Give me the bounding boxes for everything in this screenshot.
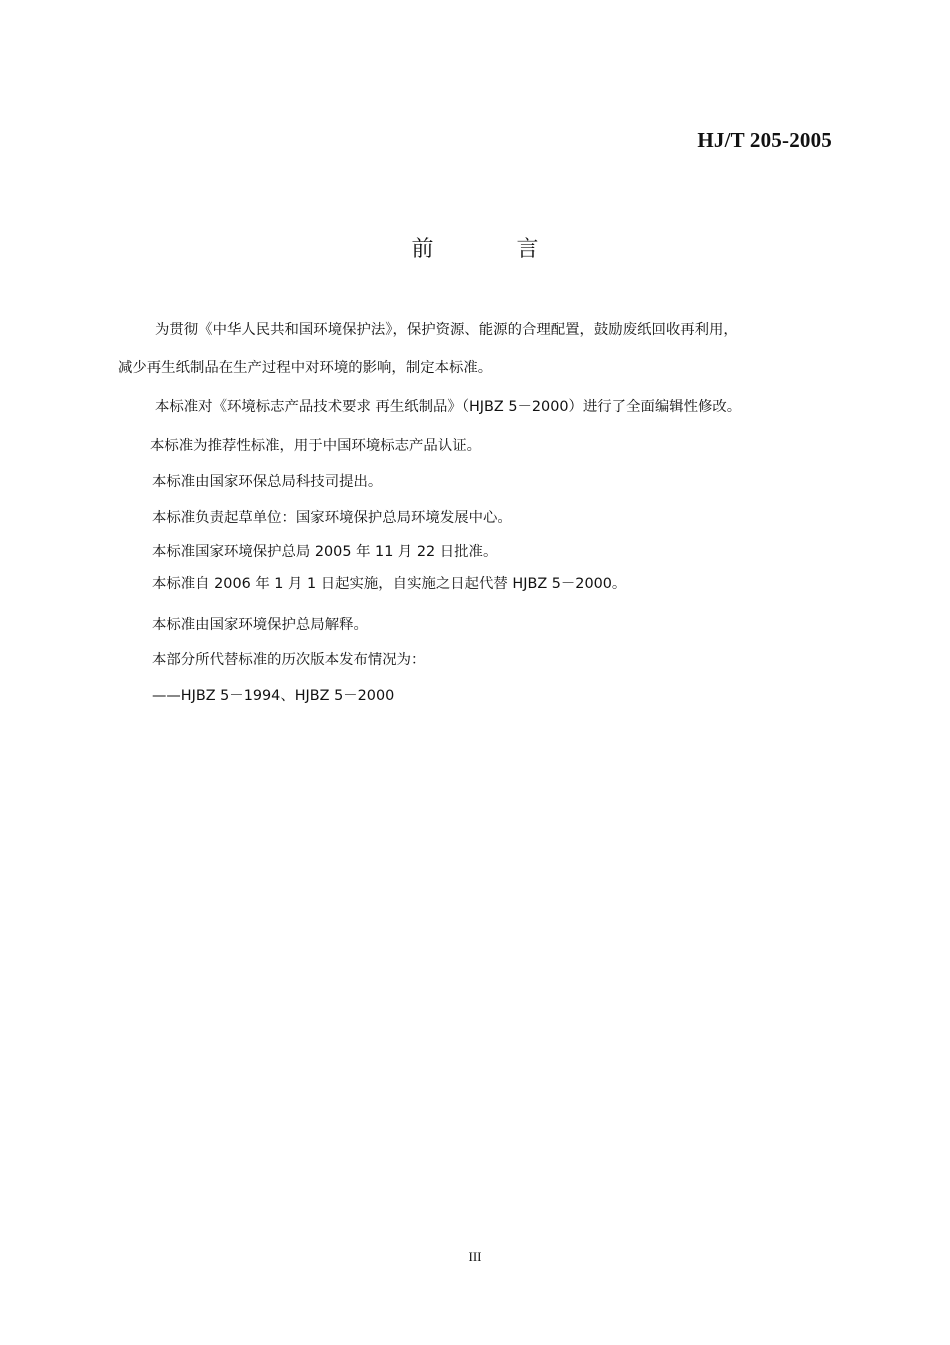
foreword-paragraph-10: ——HJBZ 5－1994、HJBZ 5－2000	[152, 688, 395, 704]
foreword-paragraph-3: 本标准为推荐性标准，用于中国环境标志产品认证。	[150, 438, 481, 454]
foreword-paragraph-2: 本标准对《环境标志产品技术要求 再生纸制品》（HJBZ 5－2000）进行了全面编辑性修改。	[155, 399, 742, 415]
foreword-paragraph-5: 本标准负责起草单位：国家环境保护总局环境发展中心。	[152, 510, 512, 526]
foreword-paragraph-8: 本标准由国家环境保护总局解释。	[152, 617, 368, 633]
foreword-paragraph-4: 本标准由国家环保总局科技司提出。	[152, 474, 383, 490]
foreword-paragraph-1-line-1: 为贯彻《中华人民共和国环境保护法》，保护资源、能源的合理配置，鼓励废纸回收再利用，	[155, 322, 738, 338]
page-number: III	[468, 1249, 482, 1264]
foreword-paragraph-9: 本部分所代替标准的历次版本发布情况为：	[152, 652, 426, 668]
foreword-paragraph-6: 本标准国家环境保护总局 2005 年 11 月 22 日批准。	[152, 544, 498, 560]
standard-number: HJ/T 205-2005	[697, 128, 832, 152]
foreword-paragraph-1-line-2: 减少再生纸制品在生产过程中对环境的影响，制定本标准。	[118, 360, 493, 376]
foreword-paragraph-7: 本标准自 2006 年 1 月 1 日起实施，自实施之日起代替 HJBZ 5－2000。	[152, 576, 627, 592]
page-title: 前 言	[411, 237, 577, 262]
